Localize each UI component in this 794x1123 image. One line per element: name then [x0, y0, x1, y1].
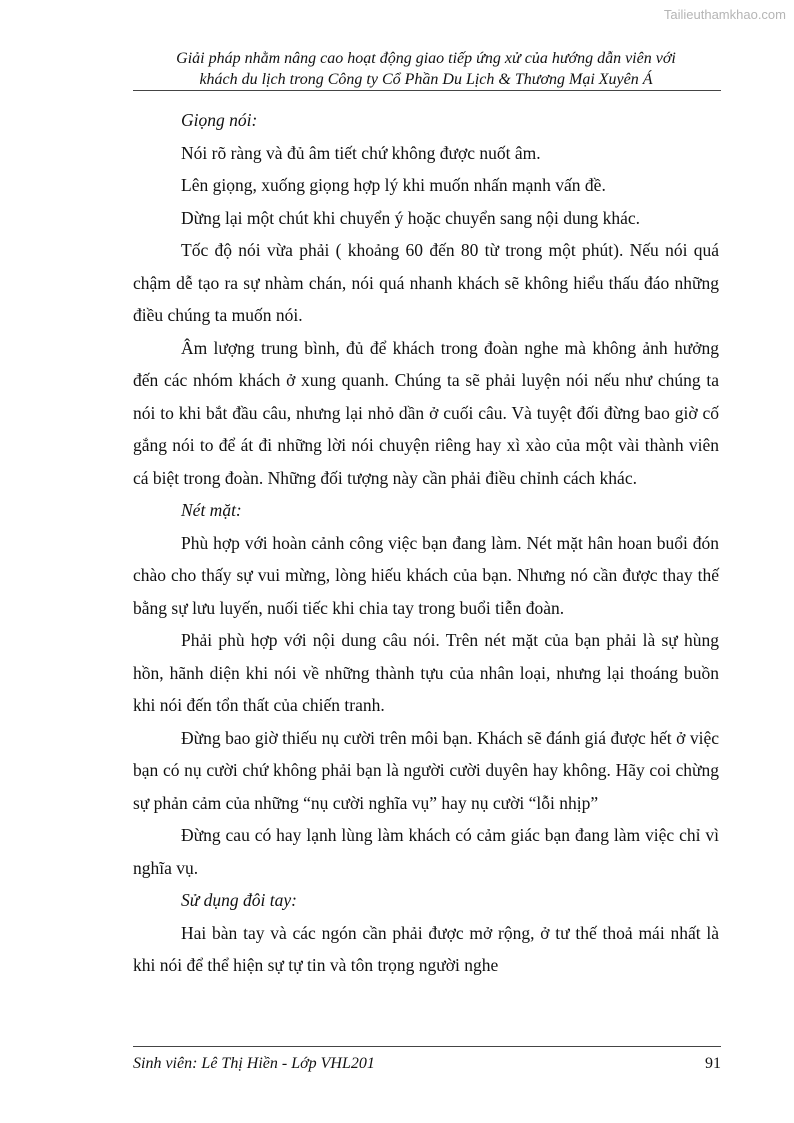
paragraph: Nói rõ ràng và đủ âm tiết chứ không được nuốt âm. [181, 142, 541, 163]
paragraph: Phải phù hợp với nội dung câu nói. Trên nét mặt của bạn phải là sự hùng hồn, hãnh diện khi nói về những thành tựu của nhân loại, nhưng lại thoáng buồn khi nói đến tổn thất của chiến tranh. [133, 630, 719, 715]
paragraph: Tốc độ nói vừa phải ( khoảng 60 đến 80 từ trong một phút). Nếu nói quá chậm dễ tạo ra sự nhàm chán, nói quá nhanh khách sẽ không hiểu thấu đáo những điều chúng ta muốn nói. [133, 240, 719, 325]
paragraph: Hai bàn tay và các ngón cần phải được mở rộng, ở tư thế thoả mái nhất là khi nói để thể hiện sự tự tin và tôn trọng người nghe [133, 922, 719, 975]
document-body [133, 104, 719, 982]
paragraph: Dừng lại một chút khi chuyển ý hoặc chuyển sang nội dung khác. [181, 207, 641, 228]
watermark: Tailieuthamkhao.com [663, 7, 786, 22]
page-footer [133, 1055, 721, 1073]
page-number: 91 [705, 1055, 721, 1072]
student-info: Sinh viên: Lê Thị Hiền - Lớp VHL201 [133, 1055, 375, 1072]
section-heading-voice: Giọng nói: [181, 110, 258, 130]
header-line-2: khách du lịch trong Công ty Cổ Phần Du Lịch & Thương Mại Xuyên Á [199, 71, 653, 88]
paragraph: Âm lượng trung bình, đủ để khách trong đoàn nghe mà không ảnh hưởng đến các nhóm khách ở xung quanh. Chúng ta sẽ phải luyện nói nếu như chúng ta nói to khi bắt đầu câu, nhưng lại nhỏ dần ở cuối câu. Và tuyệt đối đừng bao giờ cố gắng nói to để át đi những lời nói chuyện riêng hay xì xào của một vài thành viên cá biệt trong đoàn. Những đối tượng này cần phải điều chỉnh cách khác. [133, 337, 719, 488]
paragraph: Phù hợp với hoàn cảnh công việc bạn đang làm. Nét mặt hân hoan buổi đón chào cho thấy sự vui mừng, lòng hiếu khách của bạn. Nhưng nó cần được thay thế bằng sự lưu luyến, nuối tiếc khi chia tay trong buổi tiễn đoàn. [133, 532, 719, 618]
paragraph: Lên giọng, xuống giọng hợp lý khi muốn nhấn mạnh vấn đề. [181, 175, 606, 195]
section-heading-hands: Sử dụng đôi tay: [181, 890, 297, 910]
header-divider [133, 90, 721, 91]
paragraph: Đừng bao giờ thiếu nụ cười trên môi bạn. Khách sẽ đánh giá được hết ở việc bạn có nụ cười chứ không phải bạn là người cười duyên hay không. Hãy coi chừng sự phản cảm của những “nụ cười nghĩa vụ” hay nụ cười “lỗi nhịp” [133, 727, 719, 813]
header-line-1: Giải pháp nhằm nâng cao hoạt động giao tiếp ứng xử của hướng dẫn viên với [176, 50, 676, 67]
page-header [130, 48, 722, 90]
paragraph: Đừng cau có hay lạnh lùng làm khách có cảm giác bạn đang làm việc chỉ vì nghĩa vụ. [133, 825, 719, 878]
footer-divider [133, 1046, 721, 1047]
section-heading-face: Nét mặt: [181, 500, 242, 520]
